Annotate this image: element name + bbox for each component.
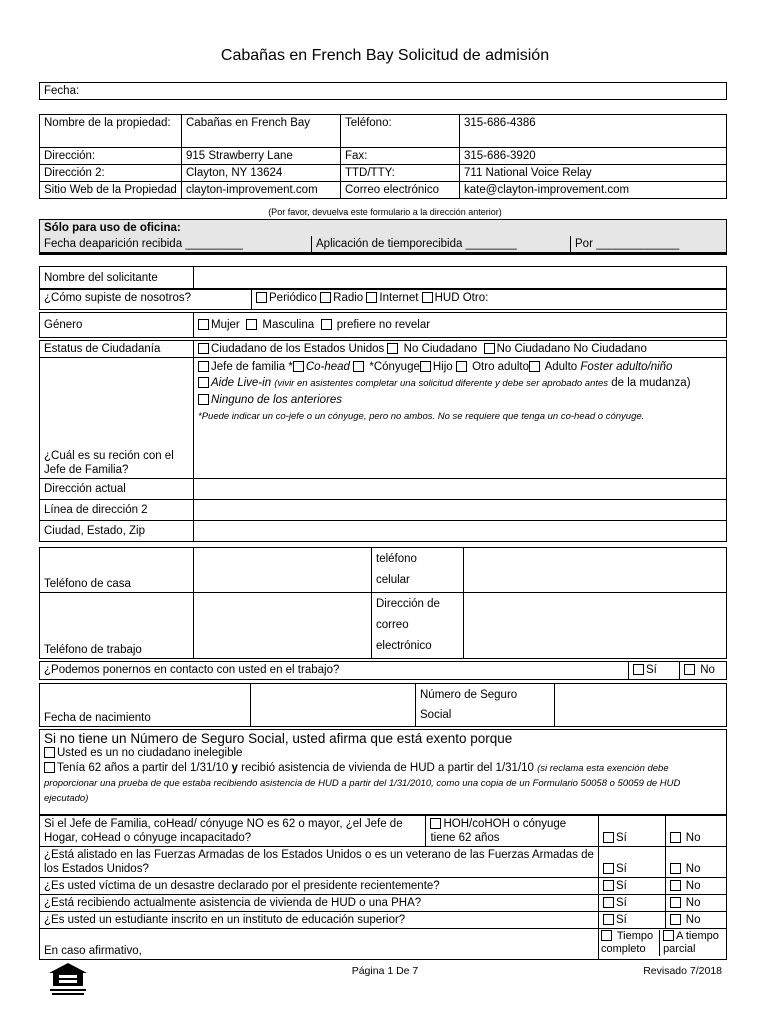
ssn-62-label-a: Tenía 62 años a partir del 1/31/10 [57, 762, 229, 774]
full-time-checkbox[interactable] [601, 930, 612, 941]
applicant-name-input[interactable] [194, 267, 727, 289]
q1-label: Si el Jefe de Familia, coHead/ cónyuge NO es 62 o mayor, ¿el Jefe de Hogar, coHead o cónyuge incapacitado? [40, 816, 426, 847]
part-time-checkbox[interactable] [663, 930, 674, 941]
q2-no [665, 847, 726, 878]
q1-yes [598, 816, 665, 847]
citizen-label: Estatus de Ciudadanía [40, 341, 194, 358]
phones-table [39, 547, 727, 659]
home-phone-label: Teléfono de casa [40, 548, 194, 593]
q1-yes-checkbox[interactable] [603, 832, 614, 843]
property-name-value: Cabañas en French Bay [182, 115, 341, 148]
relation-foster-detail: Foster adulto/niño [580, 361, 673, 373]
q4-no-label: No [685, 897, 701, 909]
relation-foster-checkbox[interactable] [529, 361, 540, 372]
relation-spouse-label: *Cónyuge [369, 361, 420, 373]
q4-label: ¿Está recibiendo actualmente asistencia de vivienda de HUD o una PHA? [40, 895, 599, 912]
property-phone-value: 315-686-4386 [460, 115, 727, 148]
q1-no-checkbox[interactable] [670, 832, 681, 843]
q4-no-checkbox[interactable] [670, 897, 681, 908]
gender-female-checkbox[interactable] [198, 319, 209, 330]
q3-yes [598, 878, 665, 895]
questions-table [39, 815, 727, 960]
property-web-label: Sitio Web de la Propiedad [40, 182, 182, 199]
q4-yes-checkbox[interactable] [603, 897, 614, 908]
q2-yes-checkbox[interactable] [603, 863, 614, 874]
ssn-62-checkbox[interactable] [44, 762, 55, 773]
relation-other-adult-checkbox[interactable] [456, 361, 467, 372]
q4-no [665, 895, 726, 912]
property-email-value: kate@clayton-improvement.com [460, 182, 727, 199]
q4-yes-label: Sí [615, 897, 627, 909]
gender-undisclosed-checkbox[interactable] [321, 319, 332, 330]
heard-internet-checkbox[interactable] [366, 292, 377, 303]
heard-options [252, 290, 727, 310]
q3-no-label: No [685, 880, 701, 892]
ssn-label-line1: Número de Seguro [420, 689, 518, 701]
property-address2-label: Dirección 2: [40, 165, 182, 182]
work-phone-label: Teléfono de trabajo [40, 593, 194, 659]
page-title: Cabañas en French Bay Solicitud de admisión [220, 47, 550, 64]
q1-option-checkbox[interactable] [430, 818, 441, 829]
contact-work-no-checkbox[interactable] [684, 664, 695, 675]
ssn-ineligible-checkbox[interactable] [44, 747, 55, 758]
contact-work-yes-checkbox[interactable] [633, 664, 644, 675]
property-address-value: 915 Strawberry Lane [182, 148, 341, 165]
relation-other-adult-label: Otro adulto [472, 361, 529, 373]
q2-yes-label: Sí [615, 863, 627, 875]
relation-options [194, 358, 727, 479]
address2-label: Línea de dirección 2 [40, 500, 194, 521]
q3-no [665, 878, 726, 895]
gender-female-label: Mujer [211, 319, 240, 331]
gender-table [39, 312, 727, 338]
relation-aide-checkbox[interactable] [198, 377, 209, 388]
relation-none-checkbox[interactable] [198, 394, 209, 405]
property-web-value: clayton-improvement.com [182, 182, 341, 199]
heard-newspaper-label: Periódico [269, 292, 317, 304]
date-field[interactable]: Fecha: [40, 83, 727, 100]
full-time-label: Tiempo completo [600, 930, 654, 955]
cell-input[interactable] [464, 548, 727, 593]
citizen-no-no-label: No Ciudadano No Ciudadano [496, 343, 647, 355]
property-fax-label: Fax: [341, 148, 460, 165]
part-time-label: A tiempo parcial [663, 930, 719, 955]
q3-yes-label: Sí [615, 880, 627, 892]
q1-yes-label: Sí [615, 832, 627, 844]
property-tty-value: 711 National Voice Relay [460, 165, 727, 182]
contact-work-label: ¿Podemos ponernos en contacto con usted en el trabajo? [40, 662, 629, 680]
dob-label: Fecha de nacimiento [40, 684, 251, 727]
property-fax-value: 315-686-3920 [460, 148, 727, 165]
contact-work-no [680, 662, 727, 680]
property-phone-label: Teléfono: [341, 115, 460, 148]
ssn-exempt-heading: Si no tiene un Número de Seguro Social, usted afirma que está exento porque [44, 731, 513, 746]
office-by[interactable]: Por _____________ [571, 236, 727, 254]
q5-no-checkbox[interactable] [670, 914, 681, 925]
q3-no-checkbox[interactable] [670, 880, 681, 891]
property-tty-label: TTD/TTY: [341, 165, 460, 182]
gender-male-label: Masculina [262, 319, 315, 331]
gender-male-checkbox[interactable] [246, 319, 257, 330]
relation-head-checkbox[interactable] [198, 361, 209, 372]
q5-yes-label: Sí [615, 914, 627, 926]
contact-work-table [39, 661, 727, 680]
gender-undisclosed-label: prefiere no revelar [336, 319, 431, 331]
ssn-62-note: (si reclama esta exención debe proporcionar una prueba de que estaba recibiendo asistencia de HUD a partir del 1/31/2010, como una copia de un Formulario 50058 o 50059 de HUD ejecutado) [44, 763, 681, 804]
office-use-table [39, 219, 727, 255]
citizen-no-no-checkbox[interactable] [484, 343, 495, 354]
work-phone-input[interactable] [194, 593, 372, 659]
property-address-label: Dirección: [40, 148, 182, 165]
heard-radio-checkbox[interactable] [320, 292, 331, 303]
citizen-us-checkbox[interactable] [198, 343, 209, 354]
q1-option-label: HOH/coHOH o cónyuge tiene 62 años [430, 818, 567, 844]
citizen-no-label: No Ciudadano [403, 343, 478, 355]
contact-work-yes-label: Sí [646, 664, 657, 676]
ssn-label [416, 684, 555, 727]
ssn-62-label-b: y [231, 762, 238, 774]
relation-cohead-label: Co-head [305, 361, 350, 373]
heard-table [39, 289, 727, 310]
property-email-label: Correo electrónico [341, 182, 460, 199]
q2-label: ¿Está alistado en las Fuerzas Armadas de los Estados Unidos o es un veterano de las Fuerzas Armadas de los Estados Unidos? [40, 847, 599, 878]
q5-yes [598, 912, 665, 929]
address-label: Dirección actual [40, 479, 194, 500]
relation-aide-note-end: de la mudanza) [611, 377, 691, 389]
q2-no-label: No [685, 863, 701, 875]
q5-no [665, 912, 726, 929]
relation-foster-label: Adulto [544, 361, 578, 373]
q1-option [426, 816, 599, 847]
cell-label-line1: teléfono [376, 553, 417, 565]
ssn-62-label-c: recibió asistencia de vivienda de HUD a partir del 1/31/10 [241, 762, 534, 774]
q3-label: ¿Es usted víctima de un desastre declarado por el presidente recientemente? [40, 878, 599, 895]
ssn-input[interactable] [555, 684, 727, 727]
date-table [39, 82, 727, 100]
city-label: Ciudad, Estado, Zip [40, 521, 194, 542]
gender-label: Género [40, 313, 194, 338]
q4-yes [598, 895, 665, 912]
applicant-name-label: Nombre del solicitante [40, 267, 194, 289]
email-label-line1: Dirección de [376, 598, 440, 610]
city-input[interactable] [194, 521, 727, 542]
q1-no-label: No [685, 832, 701, 844]
office-app-received[interactable]: Aplicación de tiemporecibida ________ [312, 236, 571, 254]
property-address2-value: Clayton, NY 13624 [182, 165, 341, 182]
home-phone-input[interactable] [194, 548, 372, 593]
relation-cohead-checkbox[interactable] [293, 361, 304, 372]
office-received[interactable]: Fecha deaparición recibida _________ [40, 236, 312, 254]
heard-newspaper-checkbox[interactable] [256, 292, 267, 303]
heard-label: ¿Cómo supiste de nosotros? [40, 290, 252, 310]
cell-label-line2: celular [376, 574, 410, 586]
relation-spouse-checkbox[interactable] [353, 361, 364, 372]
heard-hud-checkbox[interactable] [422, 292, 433, 303]
ssn-ineligible-label: Usted es un no ciudadano inelegible [57, 747, 243, 759]
dob-input[interactable] [251, 684, 416, 727]
q5-label: ¿Es usted un estudiante inscrito en un instituto de educación superior? [40, 912, 599, 929]
email-label-line3: electrónico [376, 640, 432, 652]
property-table [39, 114, 727, 199]
heard-hud-label: HUD Otro: [434, 292, 489, 304]
property-name-label: Nombre de la propiedad: [40, 115, 182, 148]
q1-no [665, 816, 726, 847]
q6-label: En caso afirmativo, [40, 929, 599, 960]
relation-label: ¿Cuál es su reción con el Jefe de Familia? [40, 358, 194, 479]
heard-internet-label: Internet [379, 292, 419, 304]
relation-aide-note: (vivir en asistentes completar una solicitud diferente y debe ser aprobado antes [274, 378, 609, 389]
contact-work-yes [629, 662, 680, 680]
q5-yes-checkbox[interactable] [603, 914, 614, 925]
q5-no-label: No [685, 914, 701, 926]
revision-date: Revisado 7/2018 [643, 965, 722, 977]
q2-no-checkbox[interactable] [670, 863, 681, 874]
return-note: (Por favor, devuelva este formulario a la dirección anterior) [268, 207, 502, 217]
citizen-us-label: Ciudadano de los Estados Unidos [211, 343, 385, 355]
heard-radio-label: Radio [333, 292, 364, 304]
ssn-exempt-table [39, 729, 727, 815]
relation-note: *Puede indicar un co-jefe o un cónyuge, pero no ambos. No se requiere que tenga un co-head o cónyuge. [198, 411, 645, 422]
relation-child-checkbox[interactable] [420, 361, 431, 372]
email-label-line2: correo [376, 619, 409, 631]
relation-none-label: Ninguno de los anteriores [211, 394, 343, 406]
ssn-label-line2: Social [420, 709, 452, 721]
q6-options [598, 929, 726, 960]
q2-yes [598, 847, 665, 878]
email-label [372, 593, 464, 659]
cell-label [372, 548, 464, 593]
citizen-relation-table [39, 340, 727, 542]
citizen-no-checkbox[interactable] [387, 343, 398, 354]
relation-aide-label: Aide Live-in [211, 377, 272, 389]
q3-yes-checkbox[interactable] [603, 880, 614, 891]
office-heading: Sólo para uso de oficina: [44, 222, 181, 234]
relation-child-label: Hijo [432, 361, 453, 373]
page-number: Página 1 De 7 [351, 965, 419, 977]
contact-work-no-label: No [700, 664, 715, 676]
citizen-options [194, 341, 727, 358]
gender-options [194, 313, 727, 338]
address2-input[interactable] [194, 500, 727, 521]
email-input[interactable] [464, 593, 727, 659]
applicant-table [39, 266, 727, 289]
relation-head-label: Jefe de familia * [211, 361, 293, 373]
dob-table [39, 683, 727, 727]
address-input[interactable] [194, 479, 727, 500]
